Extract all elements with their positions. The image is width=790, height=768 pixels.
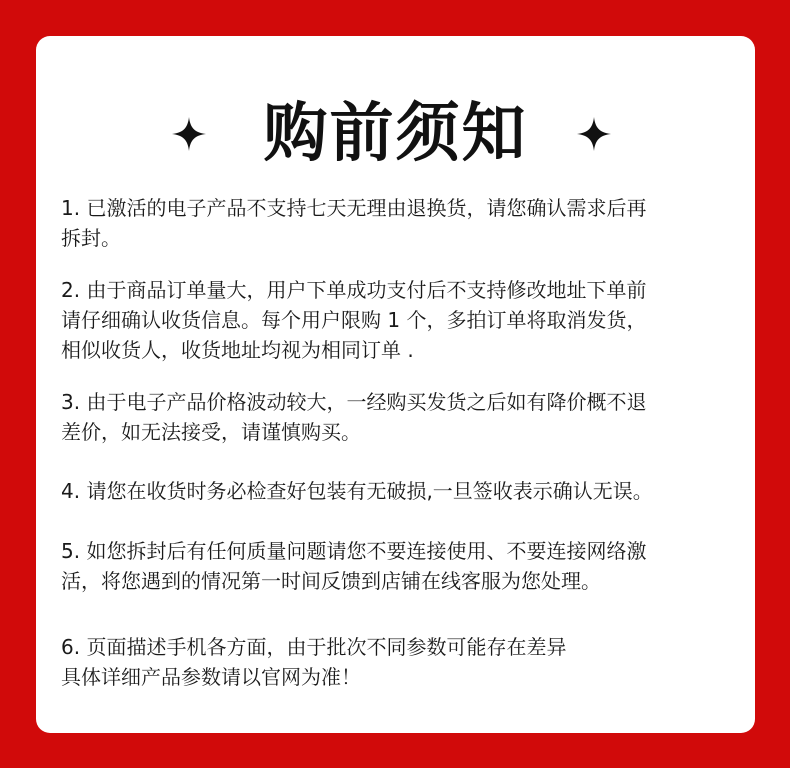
notice-line: 请仔细确认收货信息。每个用户限购 1 个，多拍订单将取消发货， [61, 308, 647, 332]
notice-line: 具体详细产品参数请以官网为准！ [61, 665, 361, 689]
notice-line: 4. 请您在收货时务必检查好包装有无破损,一旦签收表示确认无误。 [61, 479, 653, 503]
notice-item-1 [61, 193, 741, 253]
notice-line: 5. 如您拆封后有任何质量问题请您不要连接使用、不要连接网络激 [61, 539, 647, 563]
notice-line: 2. 由于商品订单量大，用户下单成功支付后不支持修改地址下单前 [61, 278, 647, 302]
notice-item-4 [61, 476, 741, 506]
notice-line: 3. 由于电子产品价格波动较大，一经购买发货之后如有降价概不退 [61, 390, 647, 414]
notice-line: 差价，如无法接受，请谨慎购买。 [61, 420, 361, 444]
title-row [36, 88, 755, 180]
notice-item-5 [61, 536, 741, 596]
notice-line: 相似收货人，收货地址均视为相同订单 . [61, 338, 414, 362]
notice-line: 1. 已激活的电子产品不支持七天无理由退换货，请您确认需求后再 [61, 196, 647, 220]
notice-item-3 [61, 387, 741, 447]
notice-item-6 [61, 632, 741, 692]
page-title: 购前须知 [263, 97, 528, 171]
notice-card [36, 36, 755, 733]
notice-line: 拆封。 [61, 226, 121, 250]
notice-line: 活，将您遇到的情况第一时间反馈到店铺在线客服为您处理。 [61, 569, 601, 593]
notice-item-2 [61, 275, 741, 365]
notice-line: 6. 页面描述手机各方面，由于批次不同参数可能存在差异 [61, 635, 567, 659]
sparkle-icon [577, 117, 611, 151]
sparkle-icon [172, 117, 206, 151]
